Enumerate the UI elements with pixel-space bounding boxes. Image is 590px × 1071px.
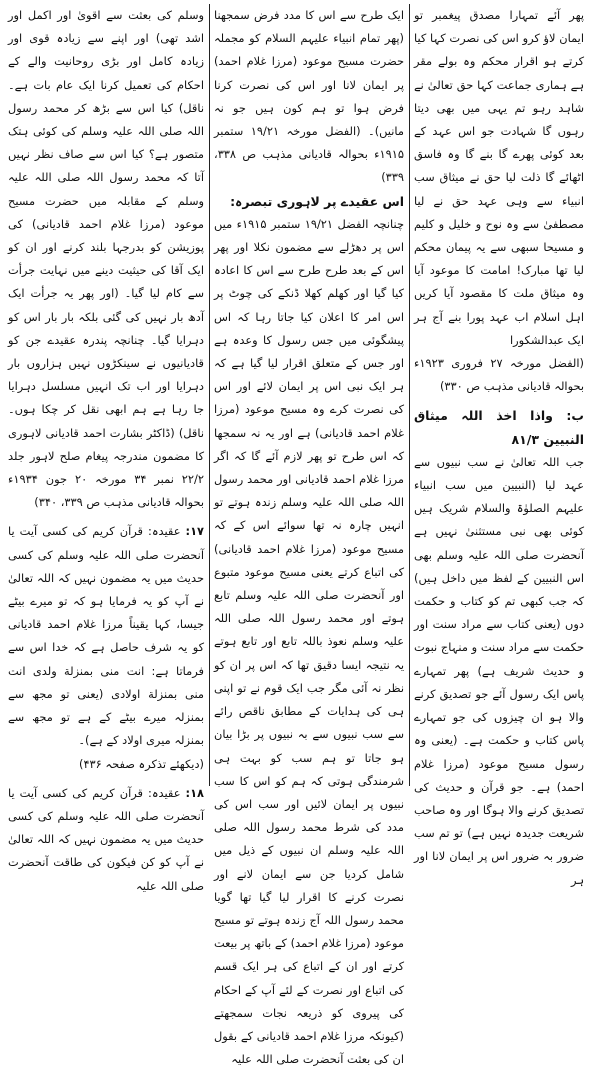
paragraph (8, 4, 204, 514)
column-right (414, 4, 584, 887)
column-divider (209, 4, 210, 786)
paragraph-text: اس عقیدے پر لاہوری تبصرہ: (230, 193, 404, 209)
paragraph-text: ب: واذا اخذ اللہ میثاق النبیین ۸۱/۳ (414, 408, 584, 447)
paragraph-text: ایک طرح سے اس کا مدد فرض سمجھنا (پھر تمام انبیاء علیہم السلام کو مجملہ حضرت مسیح موعود (مرزا غلام احمد) پر ایمان لانا اور اس کی نصرت کرنا فرض ہوا تو ہم کون ہیں جو نہ مانیں)۔ (الفضل مورخہ ۱۹/۲۱ ستمبر ۱۹۱۵ء بحوالہ قادیانی مذہب ص ۳۳۸، ۳۳۹) (214, 8, 404, 185)
paragraph (214, 4, 404, 190)
paragraph (214, 213, 404, 1071)
paragraph (8, 753, 204, 776)
item-number: ۱۸: (185, 785, 204, 800)
paragraph (8, 520, 204, 752)
paragraph-text: چنانچہ الفضل ۱۹/۲۱ ستمبر ۱۹۱۵ء میں اس پر دھڑلے سے مضمون نکلا اور پھر اس کے بعد طرح طرح سے اس کا اعادہ کیا گیا اور کھلم کھلا ڈنکے کی چوٹ پر اس امر کا اعلان کیا جاتا رہا کہ اس پیشگوئی میں جس رسول کا وعدہ ہے اور جس کے متعلق اقرار لیا گیا ہے کہ ہر ایک نبی اس پر ایمان لائے اور اس کی نصرت کرے وہ مسیح موعود (مرزا غلام احمد قادیانی) ہے اور یہ نہ سمجھا کہ اس طرح تو پھر لازم آئے گا کہ اگر مرزا غلام احمد قادیانی اور محمد رسول اللہ صلی اللہ علیہ وسلم زندہ ہوتے تو انہیں چارہ نہ تھا سوائے اس کے کہ مسیح موعود (مرزا غلام احمد قادیانی) کی اتباع کرتے یعنی مسیح موعود متبوع اور آنحضرت صلی اللہ علیہ وسلم تابع ہوتے اور محمد رسول اللہ صلی اللہ علیہ وسلم نعوذ باللہ تابع اور تابع ہوتے یہ نتیجہ ایسا دقیق تھا کہ اس پر ان کو نظر نہ آئی مگر جب ایک قوم نے تو اپنی ہی کی ہدایات کے مطابق ناقص رائے سے سب نبیوں سے بہ نبیوں پر بڑا بیان ہو جاتا تو ہم سب کو بہت ہی شرمندگی ہوتی کہ ہم کو اس کا سب نبیوں پر ایمان لائیں اور سب اس کی مدد کی شرط محمد رسول اللہ صلی اللہ علیہ وسلم ان نبیوں کے ذیل میں شامل کردیا جن سے ایمان لانے اور نصرت کرنے کا اقرار لیا گیا تھا گویا محمد رسول اللہ آج زندہ ہوتے تو مسیح موعود (مرزا غلام احمد) کے باتھ پر بیعت کرتے اور ان کے اتباع کی ہر ایک قسم کی اتباع اور نصرت کے لئے آپ کے احکام کی پیروی کو ذریعہ نجات سمجھتے (کیونکہ مرزا غلام احمد قادیانی کے بقول ان کی بعثت آنحضرت صلی اللہ علیہ (214, 216, 405, 1067)
item-number: ۱۷: (185, 524, 204, 539)
paragraph-text: عقیدہ: قرآن کریم کی کسی آیت یا آنحضرت صلی اللہ علیہ وسلم کی کسی حدیث میں یہ مضمون نہیں کہ اللہ تعالیٰ نے آپ کو کن فیکون کی طاقت آنحضرت صلی اللہ علیہ (8, 785, 204, 893)
section-heading (214, 190, 404, 213)
paragraph-text: (دیکھئے تذکرہ صفحہ ۴۳۶) (78, 756, 204, 771)
paragraph (414, 4, 584, 352)
paragraph-text: جب اللہ تعالیٰ نے سب نبیوں سے عہد لیا (النبیین میں سب انبیاء علیہم الصلوٰۃ والسلام شریک ہیں کوئی بھی نبی مستثنیٰ نہیں ہے آنحضرت صلی اللہ علیہ وسلم بھی اس النبیین کے لفظ میں داخل ہیں) کہ جب کبھی تم کو کتاب و حکمت دوں (یعنی کتاب سے مراد سنت اور حکمت سے مراد سنت و منہاج نبوت و حدیث شریف ہے) پھر تمہارے پاس ایک رسول آئے جو تصدیق کرنے والا ہو ان چیزوں کی جو تمہارے پاس کتاب و حکمت ہے۔ (یعنی وہ رسول مسیح موعود (مرزا غلام احمد) ہے۔ جو قرآن و حدیث کی تصدیق کرنے والا ہوگا اور وہ صاحب شریعت جدیدہ نہیں ہے) تو تم سب ضرور بہ ضرور اس پر ایمان لانا اور ہر (414, 454, 584, 887)
column-middle (214, 4, 405, 1067)
paragraph-text: عقیدہ: قرآن کریم کی کسی آیت یا آنحضرت صلی اللہ علیہ وسلم کی کسی حدیث میں یہ مضمون نہیں کہ اللہ تعالیٰ نے آپ کو یہ فرمایا ہو کہ تو میرے بیٹے جیسا، کہا یقیناً مرزا غلام احمد قادیانی کو یہ شرف حاصل ہے کہ خدا اس سے فرماتا ہے: انت منی بمنزلة ولدی انت منی بمنزلة اولادی (یعنی تو مجھ سے بمنزلہ میرے بیٹے کے ہے تو مجھ سے بمنزلہ میری اولاد کے ہے)۔ (8, 524, 204, 748)
column-left (8, 4, 204, 893)
paragraph-text: (الفضل مورخہ ۲۷ فروری ۱۹۲۳ء بحوالہ قادیانی مذہب ص ۳۳۰) (414, 356, 584, 394)
paragraph-text: وسلم کی بعثت سے اقویٰ اور اکمل اور اشد تھی) اور اپنے سے زیادہ قوی اور زیادہ کامل اور بڑی روحانیت والے کے احکام کی تعمیل کرنا ایک عام بات ہے۔ ناقل) کیا اس سے بڑھ کر محمد رسول اللہ صلی اللہ علیہ وسلم کی کوئی ہتک متصور ہے؟ کیا اس سے صاف نظر نہیں آتا کہ محمد رسول اللہ صلی اللہ علیہ وسلم کے مقابلہ میں حضرت مسیح موعود (مرزا غلام احمد قادیانی) کی پوزیشن کو بدرجہا بلند کرنے اور ان کو ایک آقا کی حیثیت دینے میں نہایت جرأت سے کام لیا گیا۔ (اور پھر یہ جرأت ایک آدھ بار نہیں کی گئی بلکہ بار بار اس کو دہرایا گیا۔ چنانچہ پندرہ عقیدے جن کو قادیانیوں نے سینکڑوں نہیں ہزاروں بار دہرایا اور اب تک انہیں مسلسل دہرایا جا رہا ہے ہم ابھی نقل کر چکا ہوں۔ ناقل) (ڈاکٹر بشارت احمد قادیانی لاہوری کا مضمون مندرجہ پیغام صلح لاہور جلد ۲۲/۲ نمبر ۳۴ مورخہ ۲۰ جون ۱۹۳۴ء بحوالہ قادیانی مذہب ص ۳۳۹، ۳۴۰) (8, 8, 204, 510)
column-divider (409, 4, 410, 786)
paragraph (414, 352, 584, 398)
paragraph (8, 782, 204, 898)
paragraph (414, 451, 584, 892)
paragraph-text: پھر آئے تمہارا مصدق پیغمبر تو ایمان لاؤ کرو اس کی نصرت کہا کیا کرتے ہو اقرار محکم وہ بولے مقر ہے ہماری جماعت کہا حق تعالیٰ نے شاہد رہو تم یہی میں بھی دیتا رہوں گا شہادت جو اس عہد کے بعد کوئی پھرے گا بنے گا وہ فاسق اٹھائے گا ذلت لیا حق نے میثاق سب انبیاء سے وہی عہد حق نے لیا مصطفیٰ سے وہ نوح و خلیل و کلیم و مسیحا سبھی سے یہ پیمان محکم لیا تھا مبارک! امامت کا موعود آیا وہ میثاق ملت کا مقصود آیا کریں اہل اسلام اب عہد پورا بنے آج ہر ایک عبدالشکورا (414, 8, 584, 347)
section-heading (414, 404, 584, 450)
document-page (6, 4, 584, 1067)
